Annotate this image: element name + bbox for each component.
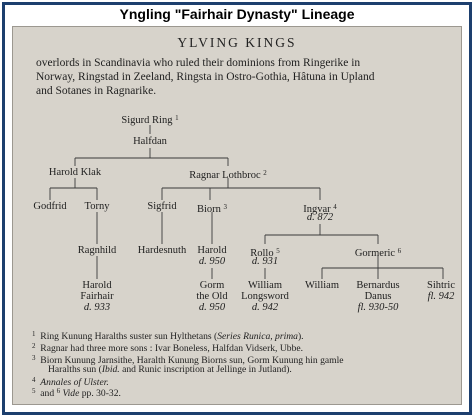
footnote-marker: 4 <box>333 203 337 211</box>
footnote-number: 1 <box>32 330 36 338</box>
node-harold-date: d. 950 <box>198 256 226 267</box>
footnote-marker: 6 <box>397 247 402 255</box>
node-gorm-line1: Gorm <box>199 280 225 291</box>
footnote-number: 5 <box>32 387 36 395</box>
footnote-after: pp. 30-32. <box>79 388 121 399</box>
footnote-number-2: 6 <box>56 387 61 395</box>
book-heading: YLVING KINGS <box>177 35 297 50</box>
paragraph-line-3: and Sotanes in Ragnarike. <box>36 85 157 97</box>
node-halfdan: Halfdan <box>133 136 167 147</box>
footnote-3-continued <box>48 364 292 375</box>
footnote-marker: 5 <box>276 247 280 255</box>
node-name: Ragnar Lothbroc <box>189 170 261 181</box>
node-bernardus-line2: Danus <box>364 291 392 302</box>
node-william-longsword-date: d. 942 <box>251 302 279 313</box>
node-harold-klak: Harold Klak <box>48 167 102 178</box>
node-gormeric <box>344 245 412 260</box>
node-hardesnuth: Hardesnuth <box>137 245 187 256</box>
footnote-marker: 3 <box>223 203 228 211</box>
footnote-italic: Vide <box>62 388 80 399</box>
node-sihtric-date: fl. 942 <box>427 291 455 302</box>
footnote-number: 4 <box>32 376 36 384</box>
node-sigurd-ring <box>100 112 200 127</box>
node-ingvar-date: d. 872 <box>306 212 334 223</box>
node-william-longsword-line1: William <box>248 280 282 291</box>
node-ragnhild: Ragnhild <box>77 245 117 256</box>
footnote-text: Ring Kunung Haralths suster sun Hylthetans ( <box>40 331 218 342</box>
footnote-marker: 2 <box>263 169 267 177</box>
node-biorn <box>184 201 240 216</box>
paragraph-line-2: Norway, Ringstad in Zeeland, Ringsta in Ostro-Gothia, Hâtuna in Upland <box>36 71 375 83</box>
footnote-text: Haralths sun ( <box>48 364 102 375</box>
footnote-italic: Ibid. <box>101 364 120 375</box>
footnote-number: 3 <box>32 354 36 362</box>
node-william-longsword-line2: Longsword <box>241 291 289 302</box>
node-torny: Torny <box>84 201 110 212</box>
node-harold-fairhair-line1: Harold <box>82 280 112 291</box>
node-name: Gormeric <box>354 248 396 259</box>
node-ragnar-lothbroc <box>170 167 286 182</box>
footnote-marker: 1 <box>175 114 179 122</box>
paragraph-line-1: overlords in Scandinavia who ruled their dominions from Ringerike in <box>36 57 361 69</box>
node-name: Rollo <box>250 248 274 259</box>
footnote-text: Biorn Kunung Jarnsithe, Haralth Kunung Biorns sun, Gorm Kunung hin gamle <box>40 355 344 366</box>
node-name: Ingvar <box>303 204 331 215</box>
node-gorm-date: d. 950 <box>198 302 226 313</box>
footnote-after: and Runic inscription at Jellinge in Jutland). <box>119 364 292 375</box>
node-bernardus-date: fl. 930-50 <box>357 302 399 313</box>
footnote-text: and <box>40 388 57 399</box>
node-name: Sigurd Ring <box>121 115 173 126</box>
node-harold: Harold <box>197 245 227 256</box>
footnote-italic: Series Runica, prima <box>217 331 298 342</box>
node-sigfrid: Sigfrid <box>147 201 177 212</box>
node-name: Biorn <box>196 204 221 215</box>
node-william: William <box>305 280 339 291</box>
node-sihtric: Sihtric <box>427 280 455 291</box>
footnote-text: Ragnar had three more sons : Ivar Boneless, Halfdan Vidserk, Ubbe. <box>40 343 304 354</box>
node-rollo-date: d. 931 <box>251 256 279 267</box>
footnote-number: 2 <box>32 342 36 350</box>
footnote-5-6 <box>32 386 121 399</box>
node-godfrid: Godfrid <box>33 201 67 212</box>
node-gorm-line2: the Old <box>196 291 228 302</box>
page-title: Yngling "Fairhair Dynasty" Lineage <box>119 6 355 22</box>
footnote-italic: Annales of Ulster. <box>40 377 109 388</box>
node-bernardus-line1: Bernardus <box>356 280 400 291</box>
footnote-after: ). <box>297 331 304 342</box>
node-harold-fairhair-line2: Fairhair <box>80 291 114 302</box>
node-harold-fairhair-date: d. 933 <box>83 302 111 313</box>
